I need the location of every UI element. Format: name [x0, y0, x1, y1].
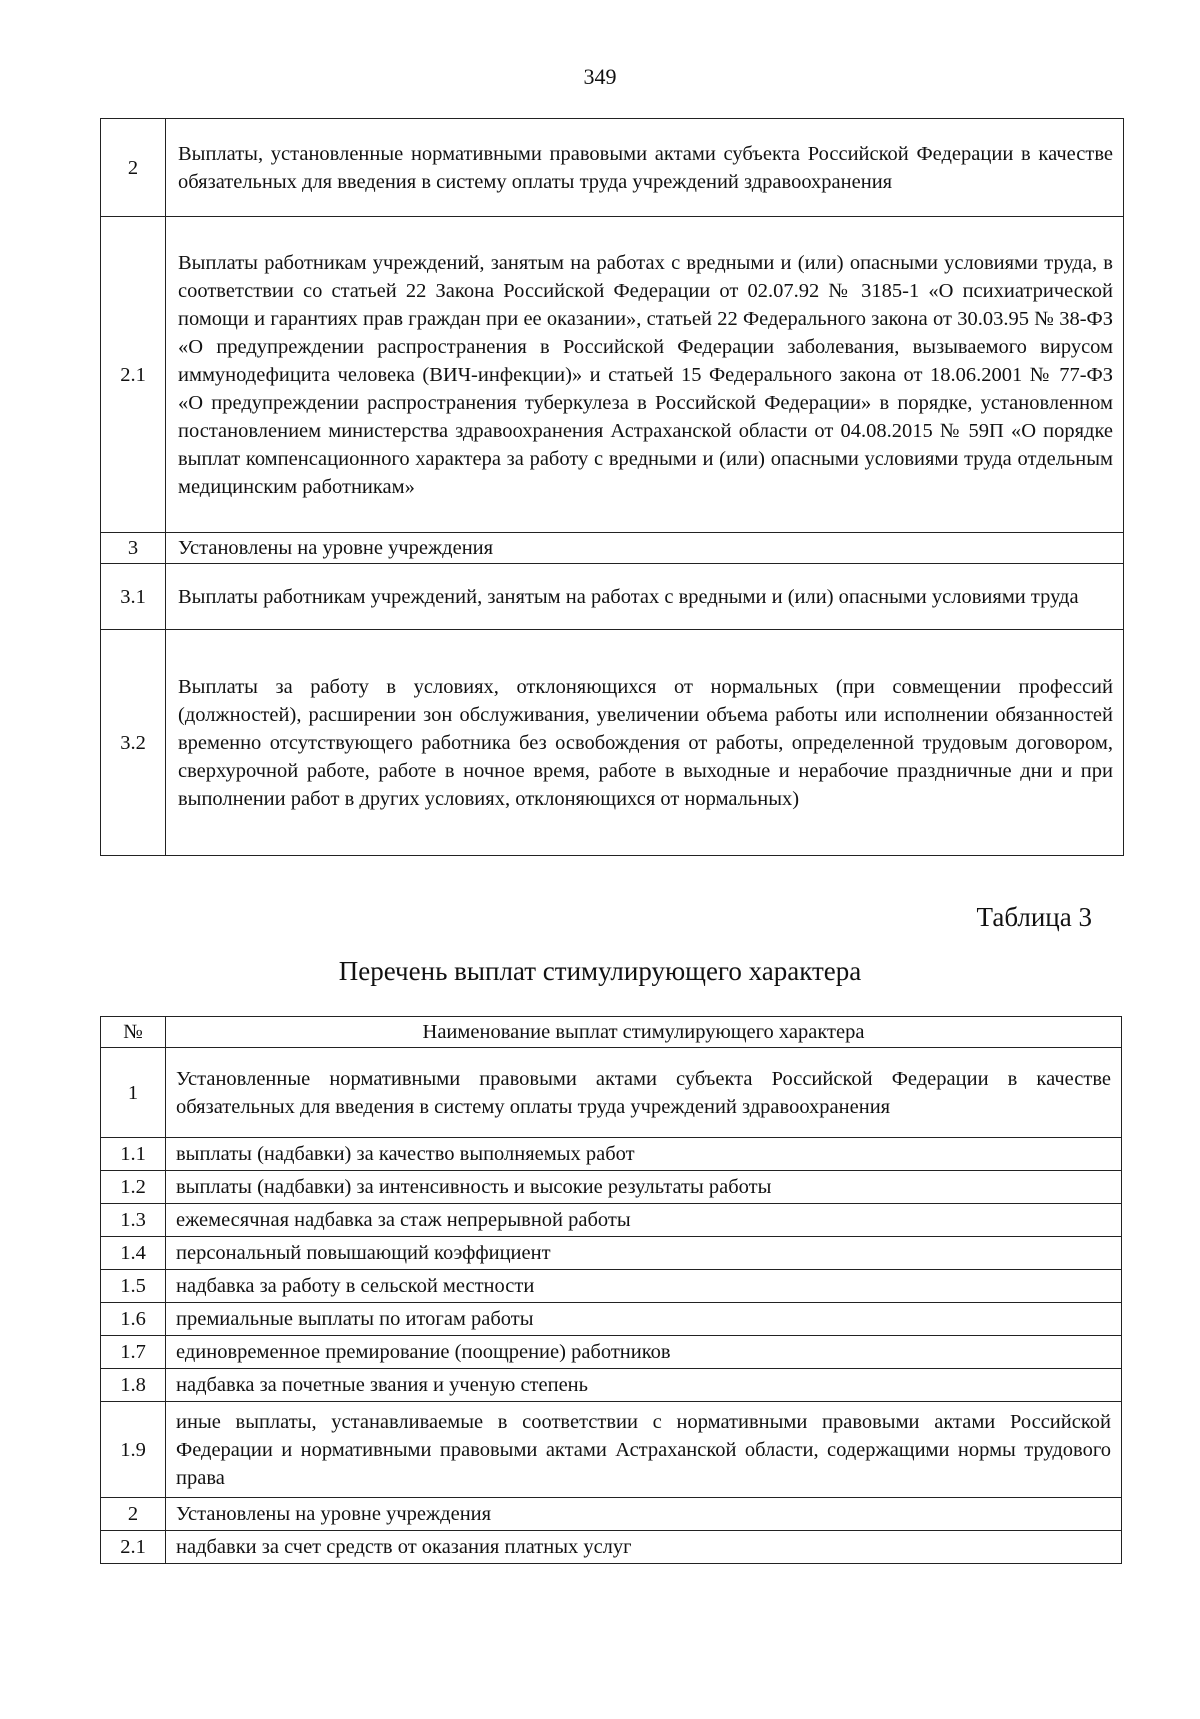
row-number: 1.3 — [101, 1204, 166, 1237]
table-title: Перечень выплат стимулирующего характера — [338, 956, 862, 986]
table-row — [101, 1138, 1122, 1171]
table-row — [101, 1171, 1122, 1204]
table-row — [101, 217, 1124, 533]
table-header-row — [101, 1017, 1122, 1048]
table-row — [101, 1237, 1122, 1270]
row-number: 3.2 — [101, 630, 166, 856]
table-label: Таблица 3 — [976, 902, 1092, 932]
table-row — [101, 630, 1124, 856]
row-number: 1.8 — [101, 1369, 166, 1402]
row-text: Установлены на уровне учреждения — [166, 1498, 1122, 1531]
row-number: 1.6 — [101, 1303, 166, 1336]
row-text: Установлены на уровне учреждения — [166, 533, 1124, 564]
table-row — [101, 1336, 1122, 1369]
row-text: надбавки за счет средств от оказания платных услуг — [166, 1531, 1122, 1564]
row-number: 1.9 — [101, 1402, 166, 1498]
table-row — [101, 1531, 1122, 1564]
row-number: 1 — [101, 1048, 166, 1138]
row-text: Выплаты за работу в условиях, отклоняющихся от нормальных (при совмещении профессий (должностей), расширении зон обслуживания, увеличении объема работы или исполнении обязанностей временно отсутствующего работника без освобождения от работы, определенной трудовым договором, сверхурочной работе, работе в ночное время, работе в выходные и нерабочие праздничные дни и при выполнении работ в других условиях, отклоняющихся от нормальных) — [166, 630, 1124, 856]
row-number: 3.1 — [101, 564, 166, 630]
table-row — [101, 1402, 1122, 1498]
row-number: 1.7 — [101, 1336, 166, 1369]
row-number: 1.5 — [101, 1270, 166, 1303]
row-text: Установленные нормативными правовыми актами субъекта Российской Федерации в качестве обязательных для введения в систему оплаты труда учреждений здравоохранения — [166, 1048, 1122, 1138]
table-row — [101, 119, 1124, 217]
row-text: надбавка за почетные звания и ученую степень — [166, 1369, 1122, 1402]
row-text: премиальные выплаты по итогам работы — [166, 1303, 1122, 1336]
row-number: 1.1 — [101, 1138, 166, 1171]
header-number: № — [101, 1017, 166, 1048]
table-row — [101, 533, 1124, 564]
compensation-payments-table — [100, 118, 1124, 856]
table-row — [101, 1048, 1122, 1138]
row-text: иные выплаты, устанавливаемые в соответствии с нормативными правовыми актами Российской Федерации и нормативными правовыми актами Астраханской области, содержащими нормы трудового права — [166, 1402, 1122, 1498]
incentive-payments-table — [100, 1016, 1122, 1564]
row-text: Выплаты, установленные нормативными правовыми актами субъекта Российской Федерации в качестве обязательных для введения в систему оплаты труда учреждений здравоохранения — [166, 119, 1124, 217]
row-text: надбавка за работу в сельской местности — [166, 1270, 1122, 1303]
row-text: Выплаты работникам учреждений, занятым на работах с вредными и (или) опасными условиями труда, в соответствии со статьей 22 Закона Российской Федерации от 02.07.92 № 3185-1 «О психиатрической помощи и гарантиях прав граждан при ее оказании», статьей 22 Федерального закона от 30.03.95 № 38-ФЗ «О предупреждении распространения в Российской Федерации заболевания, вызываемого вирусом иммунодефицита человека (ВИЧ-инфекции)» и статьей 15 Федерального закона от 18.06.2001 № 77-ФЗ «О предупреждении распространения туберкулеза в Российской Федерации» в порядке, установленном постановлением министерства здравоохранения Астраханской области от 04.08.2015 № 59П «О порядке выплат компенсационного характера за работу с вредными и (или) опасными условиями труда отдельным медицинским работникам» — [166, 217, 1124, 533]
row-text: Выплаты работникам учреждений, занятым на работах с вредными и (или) опасными условиями труда — [166, 564, 1124, 630]
table-row — [101, 1498, 1122, 1531]
row-number: 2 — [101, 119, 166, 217]
row-number: 2.1 — [101, 1531, 166, 1564]
header-name: Наименование выплат стимулирующего характера — [166, 1017, 1122, 1048]
row-number: 3 — [101, 533, 166, 564]
row-text: ежемесячная надбавка за стаж непрерывной работы — [166, 1204, 1122, 1237]
table-row — [101, 1303, 1122, 1336]
page-number: 349 — [583, 64, 617, 89]
row-text: персональный повышающий коэффициент — [166, 1237, 1122, 1270]
table-row — [101, 1270, 1122, 1303]
table-row — [101, 1204, 1122, 1237]
table-row — [101, 1369, 1122, 1402]
row-number: 1.4 — [101, 1237, 166, 1270]
row-number: 2.1 — [101, 217, 166, 533]
row-text: выплаты (надбавки) за качество выполняемых работ — [166, 1138, 1122, 1171]
row-number: 1.2 — [101, 1171, 166, 1204]
row-text: выплаты (надбавки) за интенсивность и высокие результаты работы — [166, 1171, 1122, 1204]
row-number: 2 — [101, 1498, 166, 1531]
table-row — [101, 564, 1124, 630]
row-text: единовременное премирование (поощрение) работников — [166, 1336, 1122, 1369]
